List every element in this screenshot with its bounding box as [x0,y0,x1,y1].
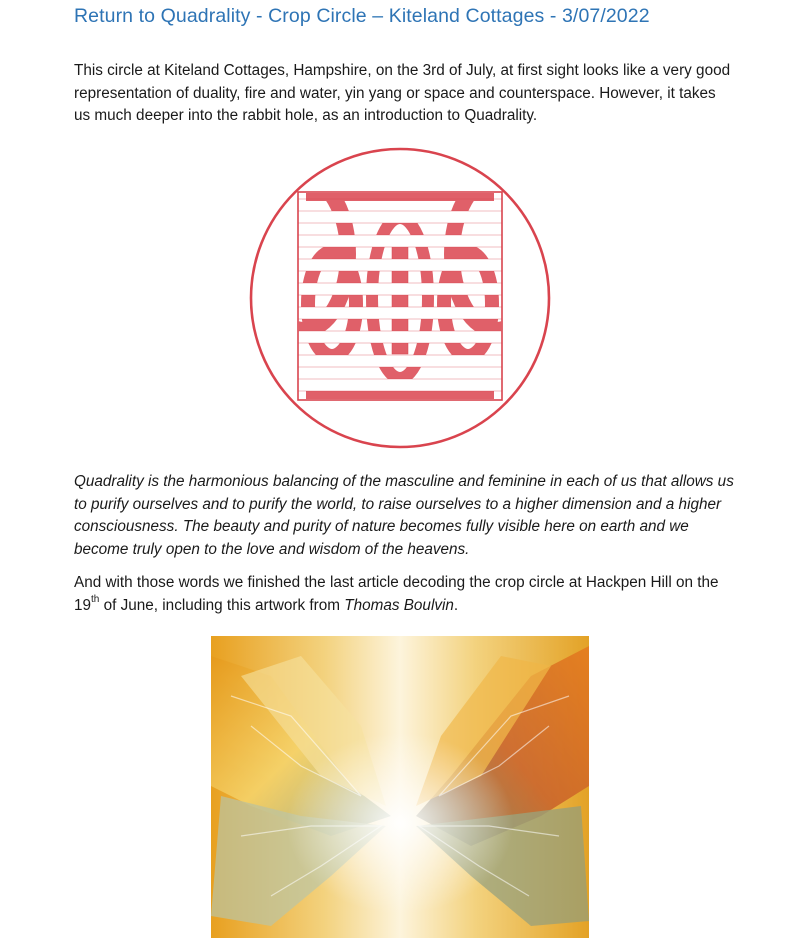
artist-name: Thomas Boulvin [344,596,454,614]
closing-text-middle: of June, including this artwork from [99,596,345,614]
article-title: Return to Quadrality - Crop Circle – Kiteland Cottages - 3/07/2022 [74,5,650,27]
thomas-boulvin-artwork [211,636,589,938]
closing-text-start: And with those words we finished the last article decoding the crop circle at Hackpen Hill on the 19 [74,574,719,614]
ordinal-suffix: th [91,594,100,606]
intro-paragraph: This circle at Kiteland Cottages, Hampshire, on the 3rd of July, at first sight looks like a very good representation of duality, fire and water, yin yang or space and counterspace. However, it takes us much deeper into the rabbit hole, as an introduction to Quadrality. [74,62,731,124]
quadrality-quote: Quadrality is the harmonious balancing of the masculine and feminine in each of us that allows us to purify ourselves and to purify the world, to raise ourselves to a higher dimension and a higher consciousness. The beauty and purity of nature becomes fully visible here on earth and we become truly open to the love and wisdom of the heavens. [74,473,734,558]
closing-paragraph [74,572,734,617]
crop-circle-drawing [246,144,556,454]
closing-text-end: . [453,596,459,614]
